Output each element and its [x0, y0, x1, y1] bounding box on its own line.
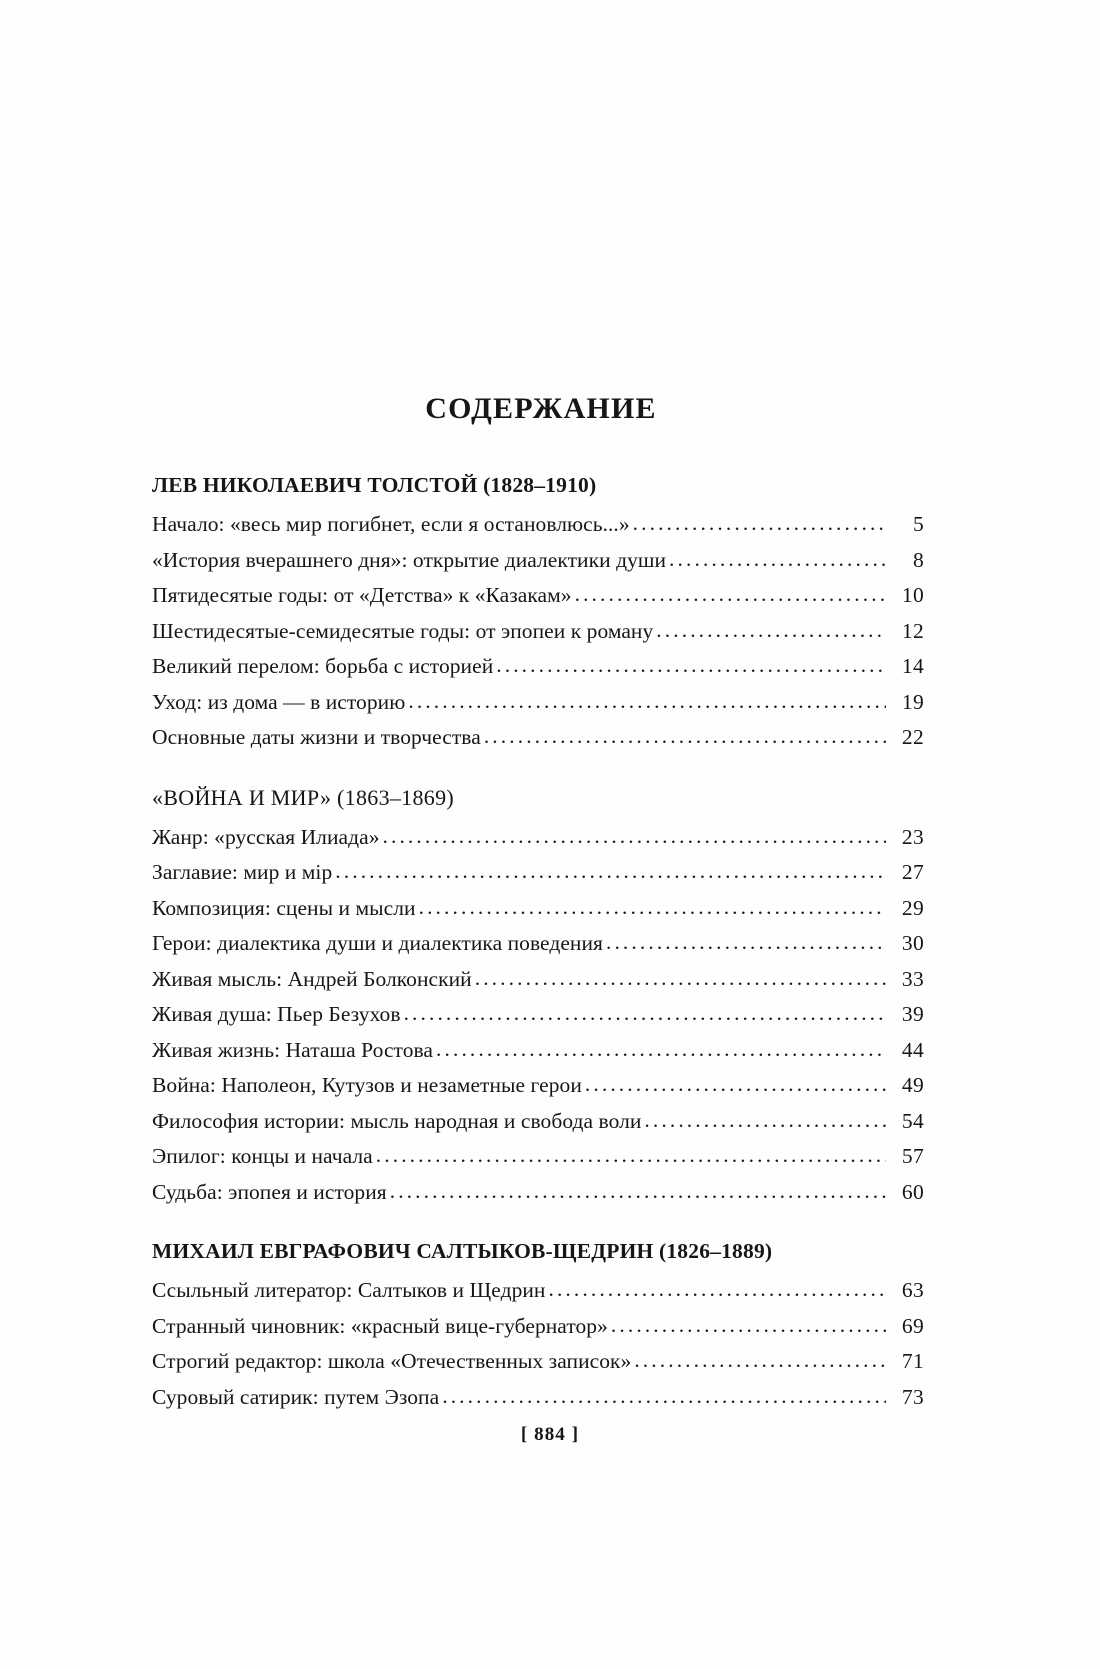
- toc-entry-page-number: 30: [901, 931, 924, 955]
- page-title: СОДЕРЖАНИЕ: [425, 392, 657, 425]
- dot-leader: [408, 684, 886, 720]
- dot-leader: [376, 1138, 886, 1174]
- toc-entry[interactable]: [152, 649, 924, 685]
- dot-leader: [335, 854, 886, 890]
- dot-leader: [633, 506, 886, 542]
- toc-entry-page-number: 60: [901, 1179, 924, 1204]
- section-header: ЛЕВ НИКОЛАЕВИЧ ТОЛСТОЙ (1828–1910): [152, 473, 597, 497]
- toc-entry-label: Основные даты жизни и творчества: [152, 725, 481, 749]
- dot-leader: [404, 996, 886, 1032]
- toc-entry-page-number: 12: [901, 618, 924, 643]
- toc-entry[interactable]: [152, 1139, 924, 1175]
- toc-entry-page-number: 10: [901, 583, 924, 607]
- toc-entry-label: Живая душа: Пьер Безухов: [152, 1002, 401, 1026]
- dot-leader: [575, 577, 886, 613]
- toc-entry-page-number: 23: [901, 824, 924, 849]
- toc-entry-page-number: 69: [901, 1313, 924, 1338]
- toc-entry-page-number: 29: [901, 895, 924, 920]
- toc-entry-page-number: 33: [901, 966, 924, 991]
- toc-entry-page-number: 54: [901, 1108, 924, 1133]
- toc-entry-page-number: 27: [901, 860, 924, 884]
- toc-entry-label: Странный чиновник: «красный вице-губернатор»: [152, 1313, 608, 1338]
- toc-entry[interactable]: [152, 820, 924, 856]
- toc-entry[interactable]: [152, 578, 924, 614]
- toc-entry[interactable]: [152, 855, 924, 891]
- toc-entry-label: Война: Наполеон, Кутузов и незаметные герои: [152, 1073, 582, 1097]
- toc-entry-page-number: 63: [901, 1278, 924, 1302]
- dot-leader: [585, 1067, 886, 1103]
- toc-entry-label: Герои: диалектика души и диалектика поведения: [152, 931, 603, 955]
- toc-entry-label: «История вчерашнего дня»: открытие диалектики души: [152, 547, 667, 572]
- toc-entry-page-number: 39: [901, 1002, 924, 1026]
- toc-entry[interactable]: [152, 1175, 924, 1211]
- dot-leader: [634, 1343, 886, 1379]
- toc-entry[interactable]: [152, 1273, 924, 1309]
- toc-entry-page-number: 8: [912, 547, 924, 572]
- dot-leader: [644, 1103, 886, 1139]
- dot-leader: [606, 925, 886, 961]
- toc-entry[interactable]: [152, 1380, 924, 1416]
- toc-entry[interactable]: [152, 1068, 924, 1104]
- toc-entry[interactable]: [152, 962, 924, 998]
- toc-entry-label: Ссыльный литератор: Салтыков и Щедрин: [152, 1278, 546, 1302]
- toc-entry-label: Жанр: «русская Илиада»: [152, 824, 380, 849]
- toc-entry-label: Уход: из дома — в историю: [152, 689, 406, 714]
- toc-entry-page-number: 44: [901, 1037, 924, 1062]
- toc-entry-label: Живая мысль: Андрей Болконский: [152, 966, 472, 991]
- toc-entry-page-number: 71: [901, 1349, 924, 1373]
- toc-entry[interactable]: [152, 614, 924, 650]
- toc-entry[interactable]: [152, 997, 924, 1033]
- section-list: [152, 473, 924, 1415]
- dot-leader: [390, 1174, 886, 1210]
- toc-entry-label: Шестидесятые-семидесятые годы: от эпопеи к роману: [152, 618, 654, 643]
- section-header: «ВОЙНА И МИР» (1863–1869): [152, 784, 454, 810]
- dot-leader: [484, 719, 886, 755]
- toc-entry-label: Суровый сатирик: путем Эзопа: [152, 1384, 440, 1409]
- toc-section: [152, 1239, 924, 1415]
- toc-entry[interactable]: [152, 926, 924, 962]
- dot-leader: [442, 1379, 886, 1415]
- dot-leader: [436, 1032, 886, 1068]
- toc-section: [152, 473, 924, 756]
- toc-entry-label: Строгий редактор: школа «Отечественных записок»: [152, 1349, 632, 1373]
- dot-leader: [475, 961, 886, 997]
- toc-entry-page-number: 49: [901, 1073, 924, 1097]
- toc-entry[interactable]: [152, 507, 924, 543]
- toc-entry-label: Начало: «весь мир погибнет, если я остановлюсь...»: [152, 512, 630, 536]
- toc-entry-page-number: 73: [901, 1384, 924, 1409]
- page-folio: [ 884 ]: [520, 1424, 580, 1445]
- dot-leader: [419, 890, 886, 926]
- dot-leader: [611, 1308, 886, 1344]
- dot-leader: [656, 613, 886, 649]
- dot-leader: [548, 1272, 886, 1308]
- toc-entry[interactable]: [152, 1033, 924, 1069]
- toc-entry-label: Заглавие: мир и мiр: [152, 860, 333, 884]
- toc-entry[interactable]: [152, 685, 924, 721]
- toc-entry-page-number: 19: [901, 689, 924, 714]
- toc-entry-page-number: 57: [901, 1144, 924, 1168]
- toc-entry[interactable]: [152, 1309, 924, 1345]
- toc-entry-page-number: 14: [901, 654, 924, 678]
- toc-entry[interactable]: [152, 720, 924, 756]
- toc-entry-label: Пятидесятые годы: от «Детства» к «Казакам»: [152, 583, 572, 607]
- toc-entry-label: Судьба: эпопея и история: [152, 1179, 387, 1204]
- toc-entry-label: Великий перелом: борьба с историей: [152, 654, 494, 678]
- toc-entry-label: Философия истории: мысль народная и свобода воли: [152, 1108, 642, 1133]
- toc-entry[interactable]: [152, 1344, 924, 1380]
- toc-entry-page-number: 22: [901, 725, 924, 749]
- toc-section: [152, 785, 924, 1211]
- toc-entry-page-number: 5: [912, 512, 924, 536]
- dot-leader: [383, 819, 887, 855]
- toc-entry[interactable]: [152, 1104, 924, 1140]
- toc-entry-label: Живая жизнь: Наташа Ростова: [152, 1037, 434, 1062]
- section-header: МИХАИЛ ЕВГРАФОВИЧ САЛТЫКОВ-ЩЕДРИН (1826–1889): [152, 1239, 773, 1263]
- table-of-contents: [152, 392, 924, 1415]
- dot-leader: [496, 648, 886, 684]
- dot-leader: [669, 542, 886, 578]
- toc-entry[interactable]: [152, 891, 924, 927]
- toc-entry-label: Эпилог: концы и начала: [152, 1144, 373, 1168]
- toc-entry-label: Композиция: сцены и мысли: [152, 895, 416, 920]
- toc-entry[interactable]: [152, 543, 924, 579]
